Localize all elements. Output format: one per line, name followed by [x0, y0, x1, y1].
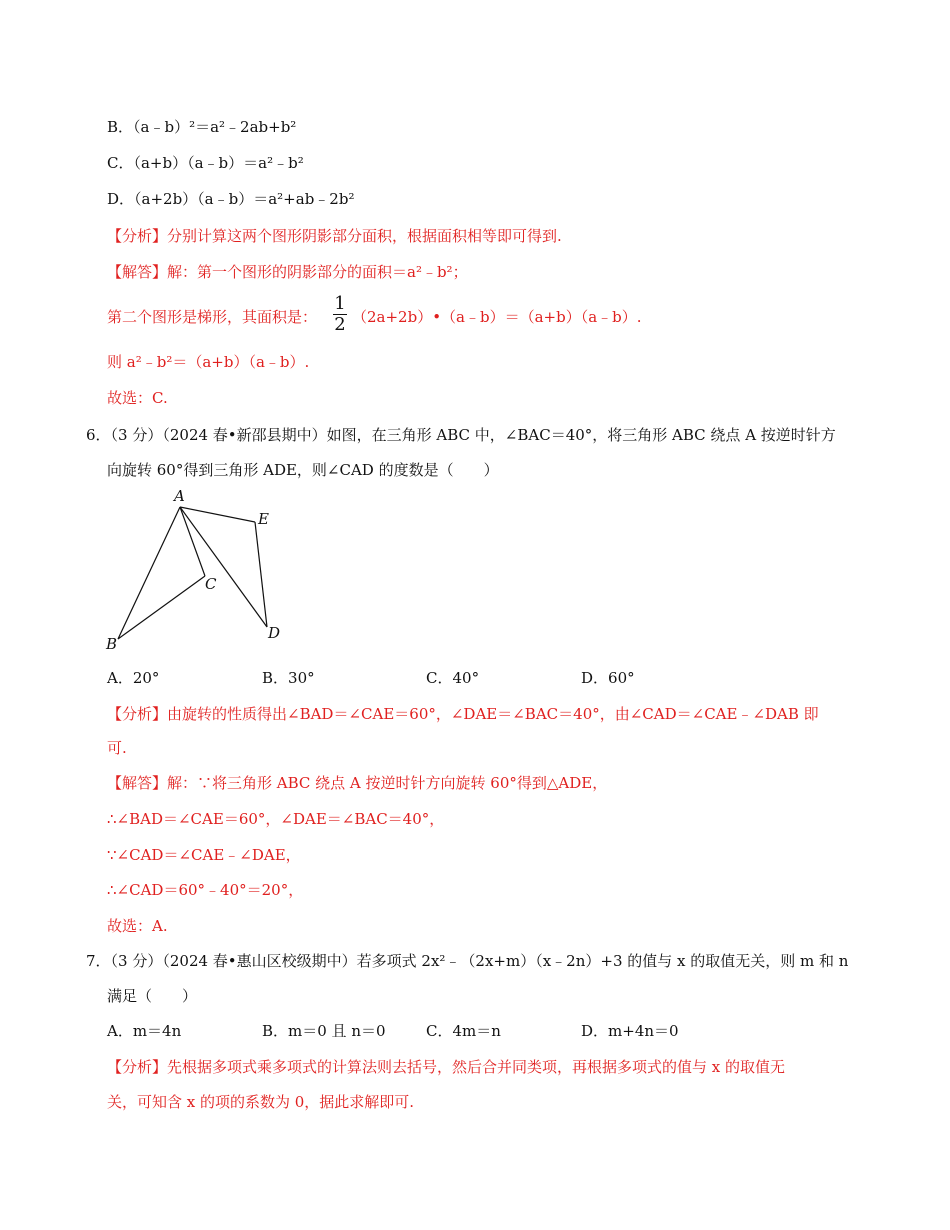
q7-option-a: A．m＝4n — [107, 1022, 182, 1040]
q6-option-b: B．30° — [262, 669, 315, 687]
fraction-denominator: 2 — [334, 314, 346, 335]
q5-analysis: 【分析】分别计算这两个图形阴影部分面积，根据面积相等即可得到. — [107, 227, 562, 245]
q6-triangle-figure — [100, 485, 300, 655]
q6-option-c: C．40° — [426, 669, 480, 687]
label-c: C — [205, 575, 217, 593]
q5-option-c: C．（a+b）（a﹣b）＝a²﹣b² — [107, 154, 304, 172]
q5-answer-line1: 【解答】解：第一个图形的阴影部分的面积＝a²﹣b²； — [107, 263, 468, 281]
label-e: E — [258, 510, 269, 528]
q6-analysis-line2: 可. — [107, 739, 127, 757]
segment-ed — [255, 522, 267, 627]
label-a: A — [174, 487, 185, 505]
q5-choice: 故选：C. — [107, 389, 168, 407]
segment-bc — [118, 576, 205, 639]
q5-answer-line2-prefix: 第二个图形是梯形，其面积是： — [107, 308, 318, 326]
q6-choice: 故选：A. — [107, 917, 168, 935]
q7-stem-line2: 满足（ ） — [107, 987, 198, 1005]
q6-stem-line1: 6．（3 分）（2024 春•新邵县期中）如图，在三角形 ABC 中，∠BAC＝40°，将三角形 ABC 绕点 A 按逆时针方 — [86, 426, 836, 444]
q5-fraction — [333, 294, 347, 335]
q6-answer-line3: ∵∠CAD＝∠CAE﹣∠DAE， — [107, 846, 301, 864]
segment-ae — [180, 507, 255, 522]
q6-answer-line4: ∴∠CAD＝60°﹣40°＝20°， — [107, 881, 304, 899]
q7-option-d: D．m+4n＝0 — [581, 1022, 679, 1040]
q7-analysis-line2: 关，可知含 x 的项的系数为 0，据此求解即可. — [107, 1093, 415, 1111]
q5-answer-line2-rest: （2a+2b）•（a﹣b）＝（a+b）（a﹣b）. — [352, 308, 642, 326]
q7-option-b: B．m＝0 且 n＝0 — [262, 1022, 386, 1040]
q7-option-c: C．4m＝n — [426, 1022, 501, 1040]
q7-analysis-line1: 【分析】先根据多项式乘多项式的计算法则去括号，然后合并同类项，再根据多项式的值与 x 的取值无 — [107, 1058, 786, 1076]
q6-option-d: D．60° — [581, 669, 635, 687]
q6-answer-line2: ∴∠BAD＝∠CAE＝60°，∠DAE＝∠BAC＝40°， — [107, 810, 445, 828]
q5-option-b: B．（a﹣b）²＝a²﹣2ab+b² — [107, 118, 297, 136]
fraction-numerator: 1 — [334, 293, 346, 314]
q6-stem-line2: 向旋转 60°得到三角形 ADE，则∠CAD 的度数是（ ） — [107, 461, 499, 479]
segment-ac — [180, 507, 205, 576]
label-d: D — [268, 624, 281, 642]
q7-stem-line1: 7．（3 分）（2024 春•惠山区校级期中）若多项式 2x²﹣（2x+m）（x﹣2n）+3 的值与 x 的取值无关，则 m 和 n — [86, 952, 849, 970]
q6-analysis-line1: 【分析】由旋转的性质得出∠BAD＝∠CAE＝60°，∠DAE＝∠BAC＝40°，由∠CAD＝∠CAE﹣∠DAB 即 — [107, 705, 819, 723]
q5-option-d: D．（a+2b）（a﹣b）＝a²+ab﹣2b² — [107, 190, 355, 208]
q5-answer-line3: 则 a²﹣b²＝（a+b）（a﹣b）. — [107, 353, 310, 371]
q6-answer-line1: 【解答】解：∵将三角形 ABC 绕点 A 按逆时针方向旋转 60°得到△ADE， — [107, 774, 608, 792]
segment-ab — [118, 507, 180, 639]
segment-ad — [180, 507, 267, 627]
label-b: B — [106, 635, 118, 653]
q6-option-a: A．20° — [107, 669, 160, 687]
